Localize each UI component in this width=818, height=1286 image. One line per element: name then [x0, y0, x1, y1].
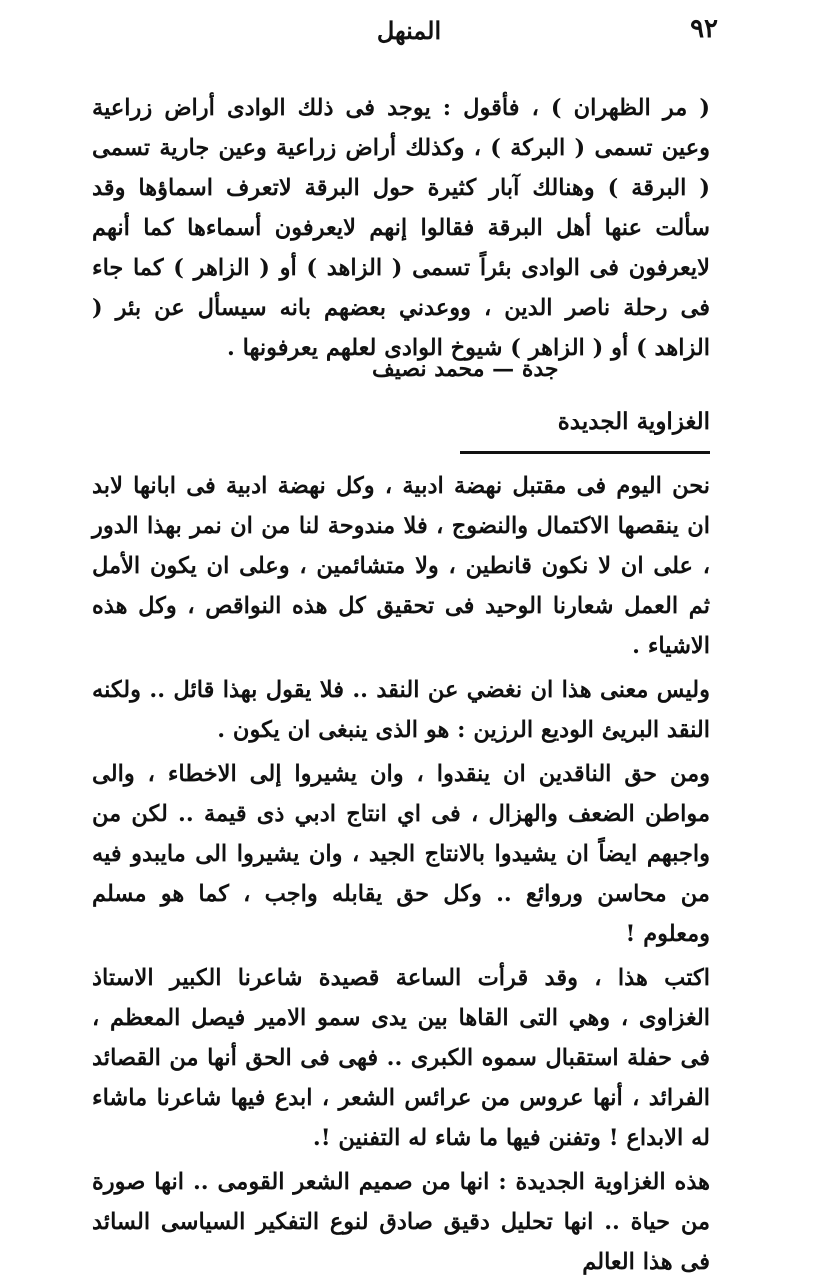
- article-paragraph: ومن حق الناقدين ان ينقدوا ، وان يشيروا إلى الاخطاء ، والى مواطن الضعف والهزال ، فى اي انتاج ادبي ذى قيمة .. لكن من واجبهم ايضاً ان يشيدوا بالانتاج الجيد ، وان يشيروا الى مايبدو فيه من محاسن وروائع .. وكل حق يقابله واجب ، كما هو مسلم ومعلوم !: [92, 761, 710, 947]
- article-heading: [460, 408, 710, 454]
- article-paragraph: وليس معنى هذا ان نغضي عن النقد .. فلا يقول بهذا قائل .. ولكنه النقد البريئ الوديع الرزين : هو الذى ينبغى ان يكون .: [92, 677, 710, 743]
- article-title: الغزاوية الجديدة: [557, 408, 710, 435]
- title-underline: [460, 451, 710, 454]
- letter-paragraph: ( مر الظهران ) ، فأقول : يوجد فى ذلك الوادى أراض زراعية وعين تسمى ( البركة ) ، وكذلك أراض زراعية وعين جارية تسمى ( البرقة ) وهنالك آبار كثيرة حول البرقة لاتعرف اسماؤها وقد سألت عنها أهل البرقة فقالوا إنهم لايعرفون أسماءها كما أنهم لايعرفون فى الوادى بئراً تسمى ( الزاهد ) أو ( الزاهر ) كما جاء فى رحلة ناصر الدين ، ووعدني بعضهم بانه سيسأل عن بئر ( الزاهد ) أو ( الزاهر ) شيوخ الوادى لعلهم يعرفونها .: [92, 95, 710, 361]
- letter-signature: جدة — محمد نصيف: [372, 356, 559, 382]
- article-paragraph: نحن اليوم فى مقتبل نهضة ادبية ، وكل نهضة ادبية فى ابانها لابد ان ينقصها الاكتمال والنضوج ، فلا مندوحة لنا من ان نمر بهذا الدور ، على ان لا نكون قانطين ، ولا متشائمين ، وعلى ان يكون الأمل ثم العمل شعارنا الوحيد فى تحقيق كل هذه النواقص ، وكل هذه الاشياء .: [92, 473, 710, 659]
- article-paragraph: هذه الغزاوية الجديدة : انها من صميم الشعر القومى .. انها صورة من حياة .. انها تحليل دقيق صادق لنوع التفكير السياسى السائد فى هذا العالم: [92, 1169, 710, 1275]
- page-header: [90, 14, 728, 54]
- article-paragraph: اكتب هذا ، وقد قرأت الساعة قصيدة شاعرنا الكبير الاستاذ الغزاوى ، وهي التى القاها بين يدى سمو الامير فيصل المعظم ، فى حفلة استقبال سموه الكبرى .. فهى فى الحق أنها من القصائد الفرائد ، أنها عروس من عرائس الشعر ، ابدع فيها شاعرنا ماشاء له الابداع ! وتفنن فيها ما شاء له التفنين !.: [92, 965, 710, 1151]
- letter-block: [92, 88, 710, 368]
- running-title: المنهل: [376, 16, 442, 45]
- page-number: ٩٢: [690, 14, 718, 44]
- article-body: [92, 466, 710, 1286]
